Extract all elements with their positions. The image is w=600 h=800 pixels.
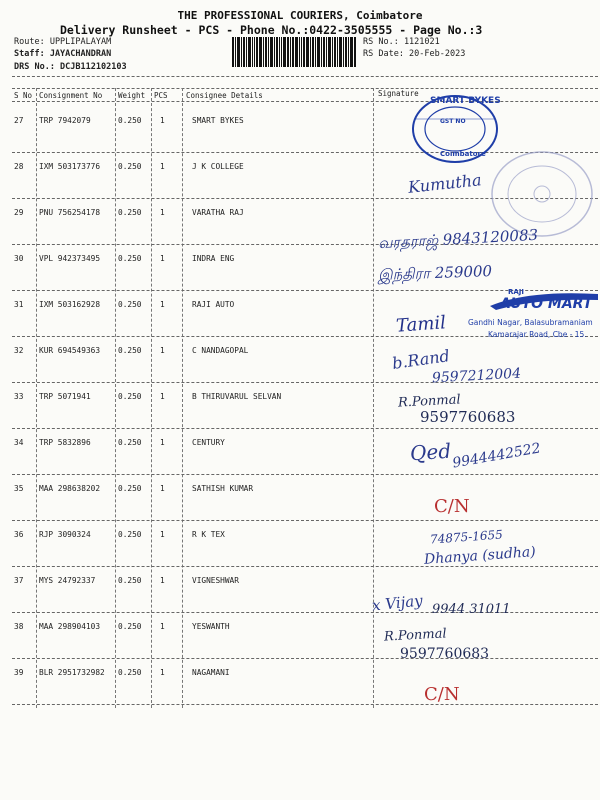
col-header-weight: Weight: [118, 91, 146, 100]
route-label: Route: UPPLIPALAYAM: [14, 37, 112, 47]
row-pcs: 1: [160, 530, 165, 539]
col-header-pcs: PCS: [154, 91, 168, 100]
signature-row-39-cn: C/N: [424, 684, 460, 705]
signature-row-33-phone: 9597760683: [420, 408, 516, 426]
row-weight: 0.250: [118, 622, 142, 631]
row-sno: 29: [14, 208, 24, 217]
row-weight: 0.250: [118, 438, 142, 447]
row-consignee: NAGAMANI: [192, 668, 230, 677]
signature-row-32-phone: 9597212004: [431, 365, 522, 387]
row-consignment-no: RJP 3090324: [39, 530, 91, 539]
header-divider: [12, 101, 598, 102]
signature-row-37-phone: 9944 31011: [432, 602, 511, 617]
header-divider: [12, 76, 598, 77]
signature-row-34-phone: 9944442522: [451, 440, 542, 472]
signature-row-33-name: R.Ponmal: [397, 392, 461, 411]
row-pcs: 1: [160, 208, 165, 217]
signature-row-29: வரதராஜ் 9843120083: [377, 225, 539, 253]
row-pcs: 1: [160, 300, 165, 309]
row-sno: 37: [14, 576, 24, 585]
signature-row-36-code: 74875-1655: [429, 527, 504, 547]
row-consignment-no: MYS 24792337: [39, 576, 96, 585]
row-consignment-no: IXM 503173776: [39, 162, 101, 171]
row-consignee: SATHISH KUMAR: [192, 484, 254, 493]
row-sno: 31: [14, 300, 24, 309]
row-sno: 35: [14, 484, 24, 493]
row-sno: 30: [14, 254, 24, 263]
signature-row-36-name: Dhanya (sudha): [423, 544, 537, 568]
table-row: [0, 622, 600, 668]
auto-mart-brand: RAJI: [508, 288, 525, 296]
row-sno: 33: [14, 392, 24, 401]
row-consignee: VIGNESHWAR: [192, 576, 239, 585]
row-weight: 0.250: [118, 162, 142, 171]
row-divider: [12, 658, 598, 659]
row-consignee: R K TEX: [192, 530, 225, 539]
row-divider: [12, 474, 598, 475]
col-header-consignment: Consignment No: [39, 91, 103, 100]
row-divider: [12, 428, 598, 429]
row-consignee: C NANDAGOPAL: [192, 346, 249, 355]
row-pcs: 1: [160, 116, 165, 125]
staff-label: Staff: JAYACHANDRAN: [14, 49, 112, 59]
row-weight: 0.250: [118, 484, 142, 493]
row-sno: 27: [14, 116, 24, 125]
row-pcs: 1: [160, 392, 165, 401]
col-header-consignee: Consignee Details: [186, 91, 263, 100]
rs-date: RS Date: 20-Feb-2023: [363, 49, 466, 59]
drs-number: DRS No.: DCJB112102103: [14, 62, 127, 72]
row-consignment-no: IXM 503162928: [39, 300, 101, 309]
signature-row-38-name: R.Ponmal: [383, 626, 447, 645]
col-header-signature: Signature: [378, 89, 419, 98]
table-row: [0, 484, 600, 530]
row-weight: 0.250: [118, 254, 142, 263]
table-row: [0, 668, 600, 714]
row-divider: [12, 566, 598, 567]
smart-bykes-stamp-gst: GST NO: [440, 118, 466, 125]
row-consignment-no: TRP 5832896: [39, 438, 91, 447]
signature-row-38-phone: 9597760683: [400, 646, 490, 662]
row-consignee: B THIRUVARUL SELVAN: [192, 392, 282, 401]
row-pcs: 1: [160, 622, 165, 631]
row-sno: 36: [14, 530, 24, 539]
row-divider: [12, 520, 598, 521]
row-consignment-no: TRP 7942079: [39, 116, 91, 125]
row-consignment-no: MAA 298638202: [39, 484, 101, 493]
row-pcs: 1: [160, 346, 165, 355]
auto-mart-address-1: Gandhi Nagar, Balasubramaniam: [468, 318, 593, 327]
row-weight: 0.250: [118, 576, 142, 585]
row-divider: [12, 704, 598, 705]
row-weight: 0.250: [118, 530, 142, 539]
row-consignee: VARATHA RAJ: [192, 208, 244, 217]
row-consignment-no: PNU 756254178: [39, 208, 101, 217]
runsheet-title: Delivery Runsheet - PCS - Phone No.:0422-3505555 - Page No.:3: [60, 23, 483, 37]
row-consignee: INDRA ENG: [192, 254, 235, 263]
barcode: [232, 37, 357, 67]
row-pcs: 1: [160, 254, 165, 263]
auto-mart-address-2: Kamarajar Road, Cbe - 15.: [488, 330, 587, 339]
row-consignee: CENTURY: [192, 438, 225, 447]
row-weight: 0.250: [118, 346, 142, 355]
signature-row-32-name: b.Rand: [390, 346, 451, 373]
col-header-sno: S No: [14, 91, 33, 100]
row-pcs: 1: [160, 576, 165, 585]
row-consignment-no: MAA 298904103: [39, 622, 101, 631]
row-weight: 0.250: [118, 300, 142, 309]
signature-row-30: இந்திரா 259000: [377, 262, 493, 284]
row-consignment-no: BLR 2951732982: [39, 668, 105, 677]
smart-bykes-stamp-city: Coimbatore: [440, 150, 486, 158]
row-consignment-no: VPL 942373495: [39, 254, 101, 263]
signature-row-28: Kumutha: [407, 170, 483, 197]
row-weight: 0.250: [118, 392, 142, 401]
row-sno: 34: [14, 438, 24, 447]
row-pcs: 1: [160, 484, 165, 493]
row-sno: 38: [14, 622, 24, 631]
row-consignee: YESWANTH: [192, 622, 230, 631]
row-weight: 0.250: [118, 208, 142, 217]
header-divider: [12, 88, 598, 89]
row-consignee: RAJI AUTO: [192, 300, 235, 309]
rs-number: RS No.: 1121021: [363, 37, 440, 47]
row-pcs: 1: [160, 438, 165, 447]
signature-row-31: Tamil: [395, 312, 447, 337]
auto-mart-name: AUTO MART: [500, 296, 593, 312]
row-sno: 28: [14, 162, 24, 171]
row-sno: 32: [14, 346, 24, 355]
row-pcs: 1: [160, 162, 165, 171]
signature-row-37-name: x Vijay: [371, 591, 424, 615]
college-seal-stamp: [488, 148, 596, 240]
row-consignment-no: KUR 694549363: [39, 346, 101, 355]
smart-bykes-stamp-title: SMART BYKES: [430, 96, 501, 106]
row-sno: 39: [14, 668, 24, 677]
row-consignee: SMART BYKES: [192, 116, 244, 125]
row-weight: 0.250: [118, 668, 142, 677]
row-consignment-no: TRP 5071941: [39, 392, 91, 401]
row-weight: 0.250: [118, 116, 142, 125]
signature-row-34-name: Qed: [409, 438, 452, 466]
row-pcs: 1: [160, 668, 165, 677]
signature-row-35-cn: C/N: [434, 496, 470, 517]
row-consignee: J K COLLEGE: [192, 162, 244, 171]
company-title: THE PROFESSIONAL COURIERS, Coimbatore: [177, 9, 423, 22]
